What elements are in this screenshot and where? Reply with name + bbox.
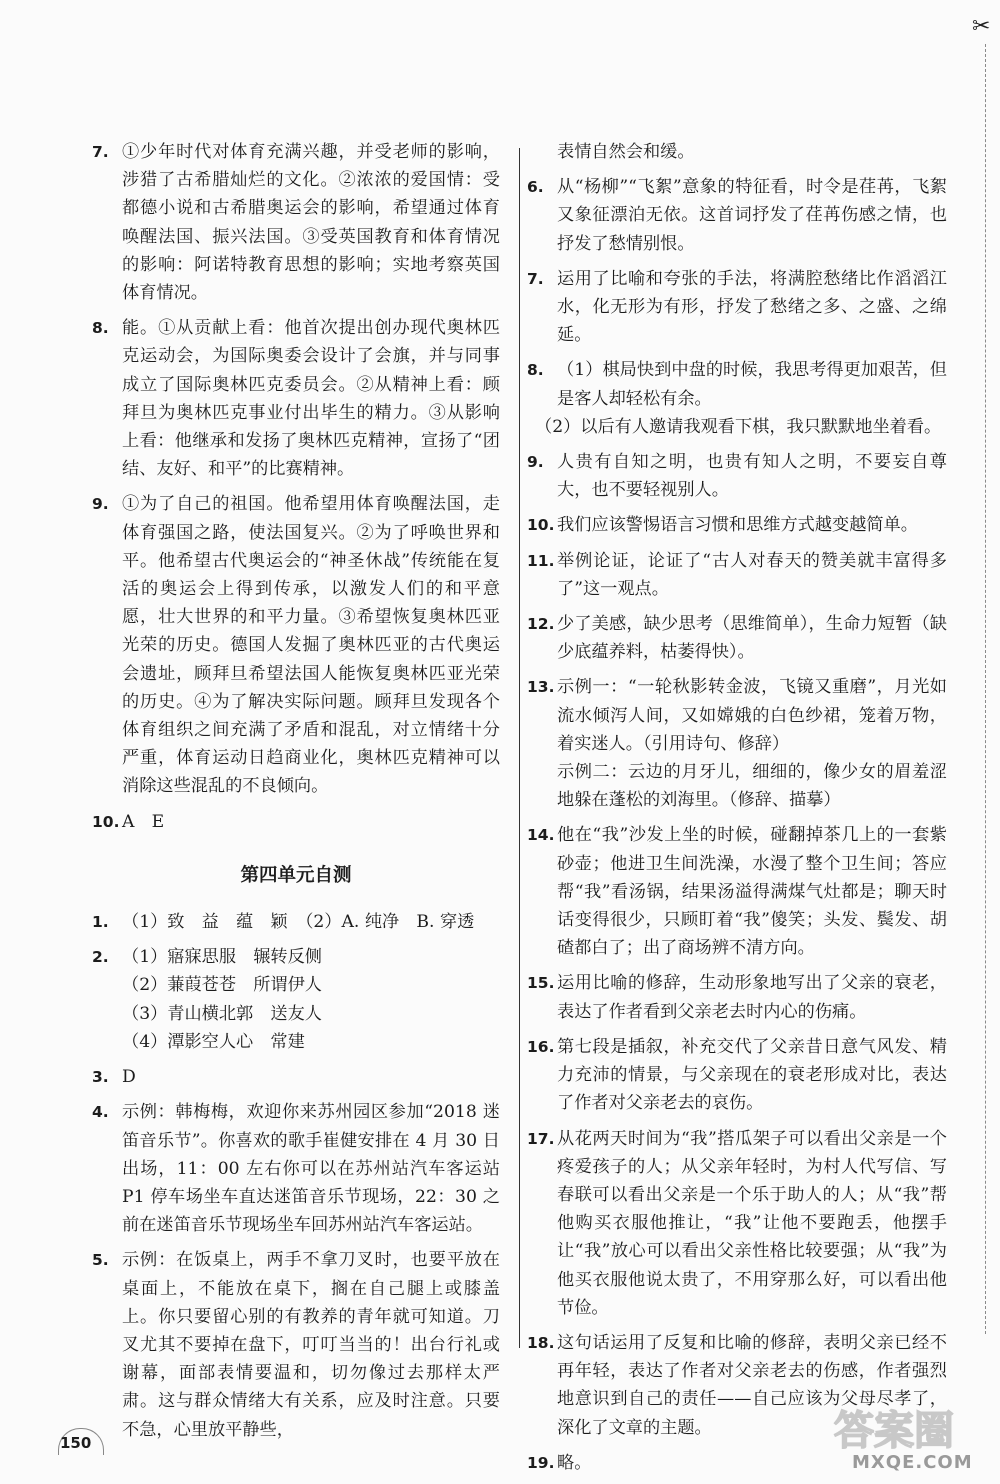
item-number: 2. [92,948,109,967]
item-text: 示例：韩梅梅，欢迎你来苏州园区参加“2018 迷笛音乐节”。你喜欢的歌手崔健安排在 4 月 30 日出场，11：00 左右你可以在苏州站汽车客运站 P1 停车场坐车直达迷笛音乐节现场，22：30 之前在迷笛音乐节现场坐车回苏州站汽车客运站。 [122,1102,500,1236]
item-text: ①少年时代对体育充满兴趣，并受老师的影响，涉猎了古希腊灿烂的文化。②浓浓的爱国情：受都德小说和古希腊奥运会的影响，希望通过体育唤醒法国、振兴法国。③受英国教育和体育情况的影响：阿诺特教育思想的影响；实地考察英国体育情况。 [122,142,500,304]
item-text: 这句话运用了反复和比喻的修辞，表明父亲已经不再年轻，表达了作者对父亲老去的伤感，作者强烈地意识到自己的责任——自己应该为父母尽孝了，深化了文章的主题。 [557,1332,947,1438]
watermark-url: MXQE.COM [852,1452,973,1473]
item-number: 6. [527,178,544,197]
item-number: 17. [527,1129,555,1148]
answer-item [527,1125,947,1322]
item-number: 11. [527,551,555,570]
item-text: 少了美感，缺少思考（思维简单），生命力短暂（缺少底蕴养料，枯萎得快）。 [557,614,947,663]
item-text: （1）寤寐思服 辗转反侧 [122,947,322,968]
item-subline: （4）潭影空人心 常建 [122,1031,305,1052]
item-number: 1. [92,913,109,932]
item-number: 19. [527,1453,555,1472]
item-number: 9. [527,453,544,472]
item-subline: （3）青山横北郭 送友人 [122,1003,322,1024]
item-number: 7. [527,269,544,288]
section-title: 第四单元自测 [240,864,352,886]
answer-item [527,547,947,603]
item-text: 能。①从贡献上看：他首次提出创办现代奥林匹克运动会，为国际奥委会设计了会旗，并与同事成立了国际奥林匹克委员会。②从精神上看：顾拜旦为奥林匹克事业付出毕生的精力。③从影响上看：他继承和发扬了奥林匹克精神，宣扬了“团结、友好、和平”的比赛精神。 [122,318,500,480]
item-text: 示例：在饭桌上，两手不拿刀叉时，也要平放在桌面上，不能放在桌下，搁在自己腿上或膝盖上。你只要留心别的有教养的青年就可知道。刀叉尤其不要掉在盘下，叮叮当当的！出台行礼或谢幕，面部表情要温和，切勿像过去那样太严肃。这与群众情绪大有关系，应及时注意。只要不急，心里放平静些， [122,1250,500,1440]
item-text: 运用了比喻和夸张的手法，将满腔愁绪比作滔滔江水，化无形为有形，抒发了愁绪之多、之盛、之绵延。 [557,268,947,346]
item-number: 10. [92,812,120,831]
column-divider [519,148,520,1348]
item-text: （1）棋局快到中盘的时候，我思考得更加艰苦，但是客人却轻松有余。 [557,360,947,409]
answer-item [92,1246,500,1443]
item-text: 举例论证，论证了“古人对春天的赞美就丰富得多了”这一观点。 [557,550,947,599]
answer-item [92,1063,500,1091]
item-number: 8. [92,319,109,338]
item-text: 从“杨柳”“飞絮”意象的特征看，时令是荏苒，飞絮又象征漂泊无依。这首词抒发了荏苒伤感之情，也抒发了愁情别恨。 [557,177,947,254]
answer-item [92,943,500,971]
item-text: （1）致 益 蕴 颖 （2）A. 纯净 B. 穿透 [122,912,475,933]
answer-item [92,908,500,936]
answer-item [527,610,947,666]
item-text: A E [122,811,165,832]
item-number: 18. [527,1333,555,1352]
item-continuation: 表情自然会和缓。 [557,142,695,162]
item-text: 运用比喻的修辞，生动形象地写出了父亲的衰老，表达了作者看到父亲老去时内心的伤痛。 [557,973,947,1022]
item-number: 16. [527,1037,555,1056]
item-number: 10. [527,516,555,535]
answer-item [527,969,947,1025]
item-number: 4. [92,1103,109,1122]
item-number: 5. [92,1251,109,1270]
item-number: 15. [527,974,555,993]
item-number: 12. [527,615,555,634]
item-number: 14. [527,826,555,845]
item-text: 从花两天时间为“我”搭瓜架子可以看出父亲是一个疼爱孩子的人；从父亲年轻时，为村人代写信、写春联可以看出父亲是一个乐于助人的人；从“我”帮他购买衣服他推让，“我”让他不要跑丢，他摆手让“我”放心可以看出父亲性格比较要强；从“我”为他买衣服他说太贵了，不用穿那么好，可以看出他节俭。 [557,1128,947,1318]
item-text: ①为了自己的祖国。他希望用体育唤醒法国，走体育强国之路，使法国复兴。②为了呼唤世界和平。他希望古代奥运会的“神圣休战”传统能在复活的奥运会上得到传承，以激发人们的和平意愿，壮大世界的和平力量。③希望恢复奥林匹亚光荣的历史。德国人发掘了奥林匹亚的古代奥运会遗址，顾拜旦希望法国人能恢复奥林匹亚光荣的历史。④为了解决实际问题。顾拜旦发现各个体育组织之间充满了矛盾和混乱，对立情绪十分严重，体育运动日趋商业化，奥林匹克精神可以消除这些混乱的不良倾向。 [122,494,500,797]
answer-item [527,511,947,539]
item-text: 我们应该警惕语言习惯和思维方式越变越简单。 [557,515,918,536]
left-column [92,138,500,1451]
answer-item [527,1033,947,1118]
answer-item [527,821,947,962]
watermark-logo [830,1404,978,1454]
right-column [527,138,947,1484]
answer-item [527,673,947,758]
answer-item [92,490,500,800]
answer-item [527,173,947,258]
item-text: 示例一：“一轮秋影转金波，飞镜又重磨”，月光如流水倾泻人间，又如嫦娥的白色纱裙，笼着万物，着实迷人。（引用诗句、修辞） [557,677,947,754]
item-text: 第七段是插叙，补充交代了父亲昔日意气风发、精力充沛的情景，与父亲现在的衰老形成对比，表达了作者对父亲老去的哀伤。 [557,1036,947,1114]
scissors-icon: ✂ [972,14,991,39]
item-text: 略。 [557,1452,592,1473]
item-number: 8. [527,361,544,380]
item-subline: 示例二：云边的月牙儿，细细的，像少女的眉羞涩地躲在蓬松的刘海里。（修辞、描摹） [557,762,947,811]
item-text: D [122,1067,136,1088]
answer-item [92,1098,500,1239]
answer-item [92,808,500,836]
item-number: 3. [92,1068,109,1087]
item-subline: （2）蒹葭苍苍 所谓伊人 [122,975,322,996]
watermark-logo-text: 答案圈 [834,1408,954,1454]
item-number: 9. [92,495,109,514]
answer-item [92,138,500,307]
answer-item [92,314,500,483]
answer-item [527,448,947,504]
page-number: 150 [60,1434,92,1452]
answer-item [527,356,947,412]
item-text: 他在“我”沙发上坐的时候，碰翻掉茶几上的一套紫砂壶；他进卫生间洗澡，水漫了整个卫生间；答应帮“我”看汤锅，结果汤溢得满煤气灶都是；聊天时话变得很少，只顾盯着“我”傻笑；头发、鬓发、胡碴都白了；出了商场辨不清方向。 [557,825,947,959]
cut-line [985,44,986,1334]
item-text: 人贵有自知之明，也贵有知人之明，不要妄自尊大，也不要轻视别人。 [557,452,947,501]
answer-item [527,265,947,350]
item-number: 7. [92,143,109,161]
item-number: 13. [527,678,555,697]
item-subline: （2）以后有人邀请我观看下棋，我只默默地坐着看。 [535,416,942,437]
